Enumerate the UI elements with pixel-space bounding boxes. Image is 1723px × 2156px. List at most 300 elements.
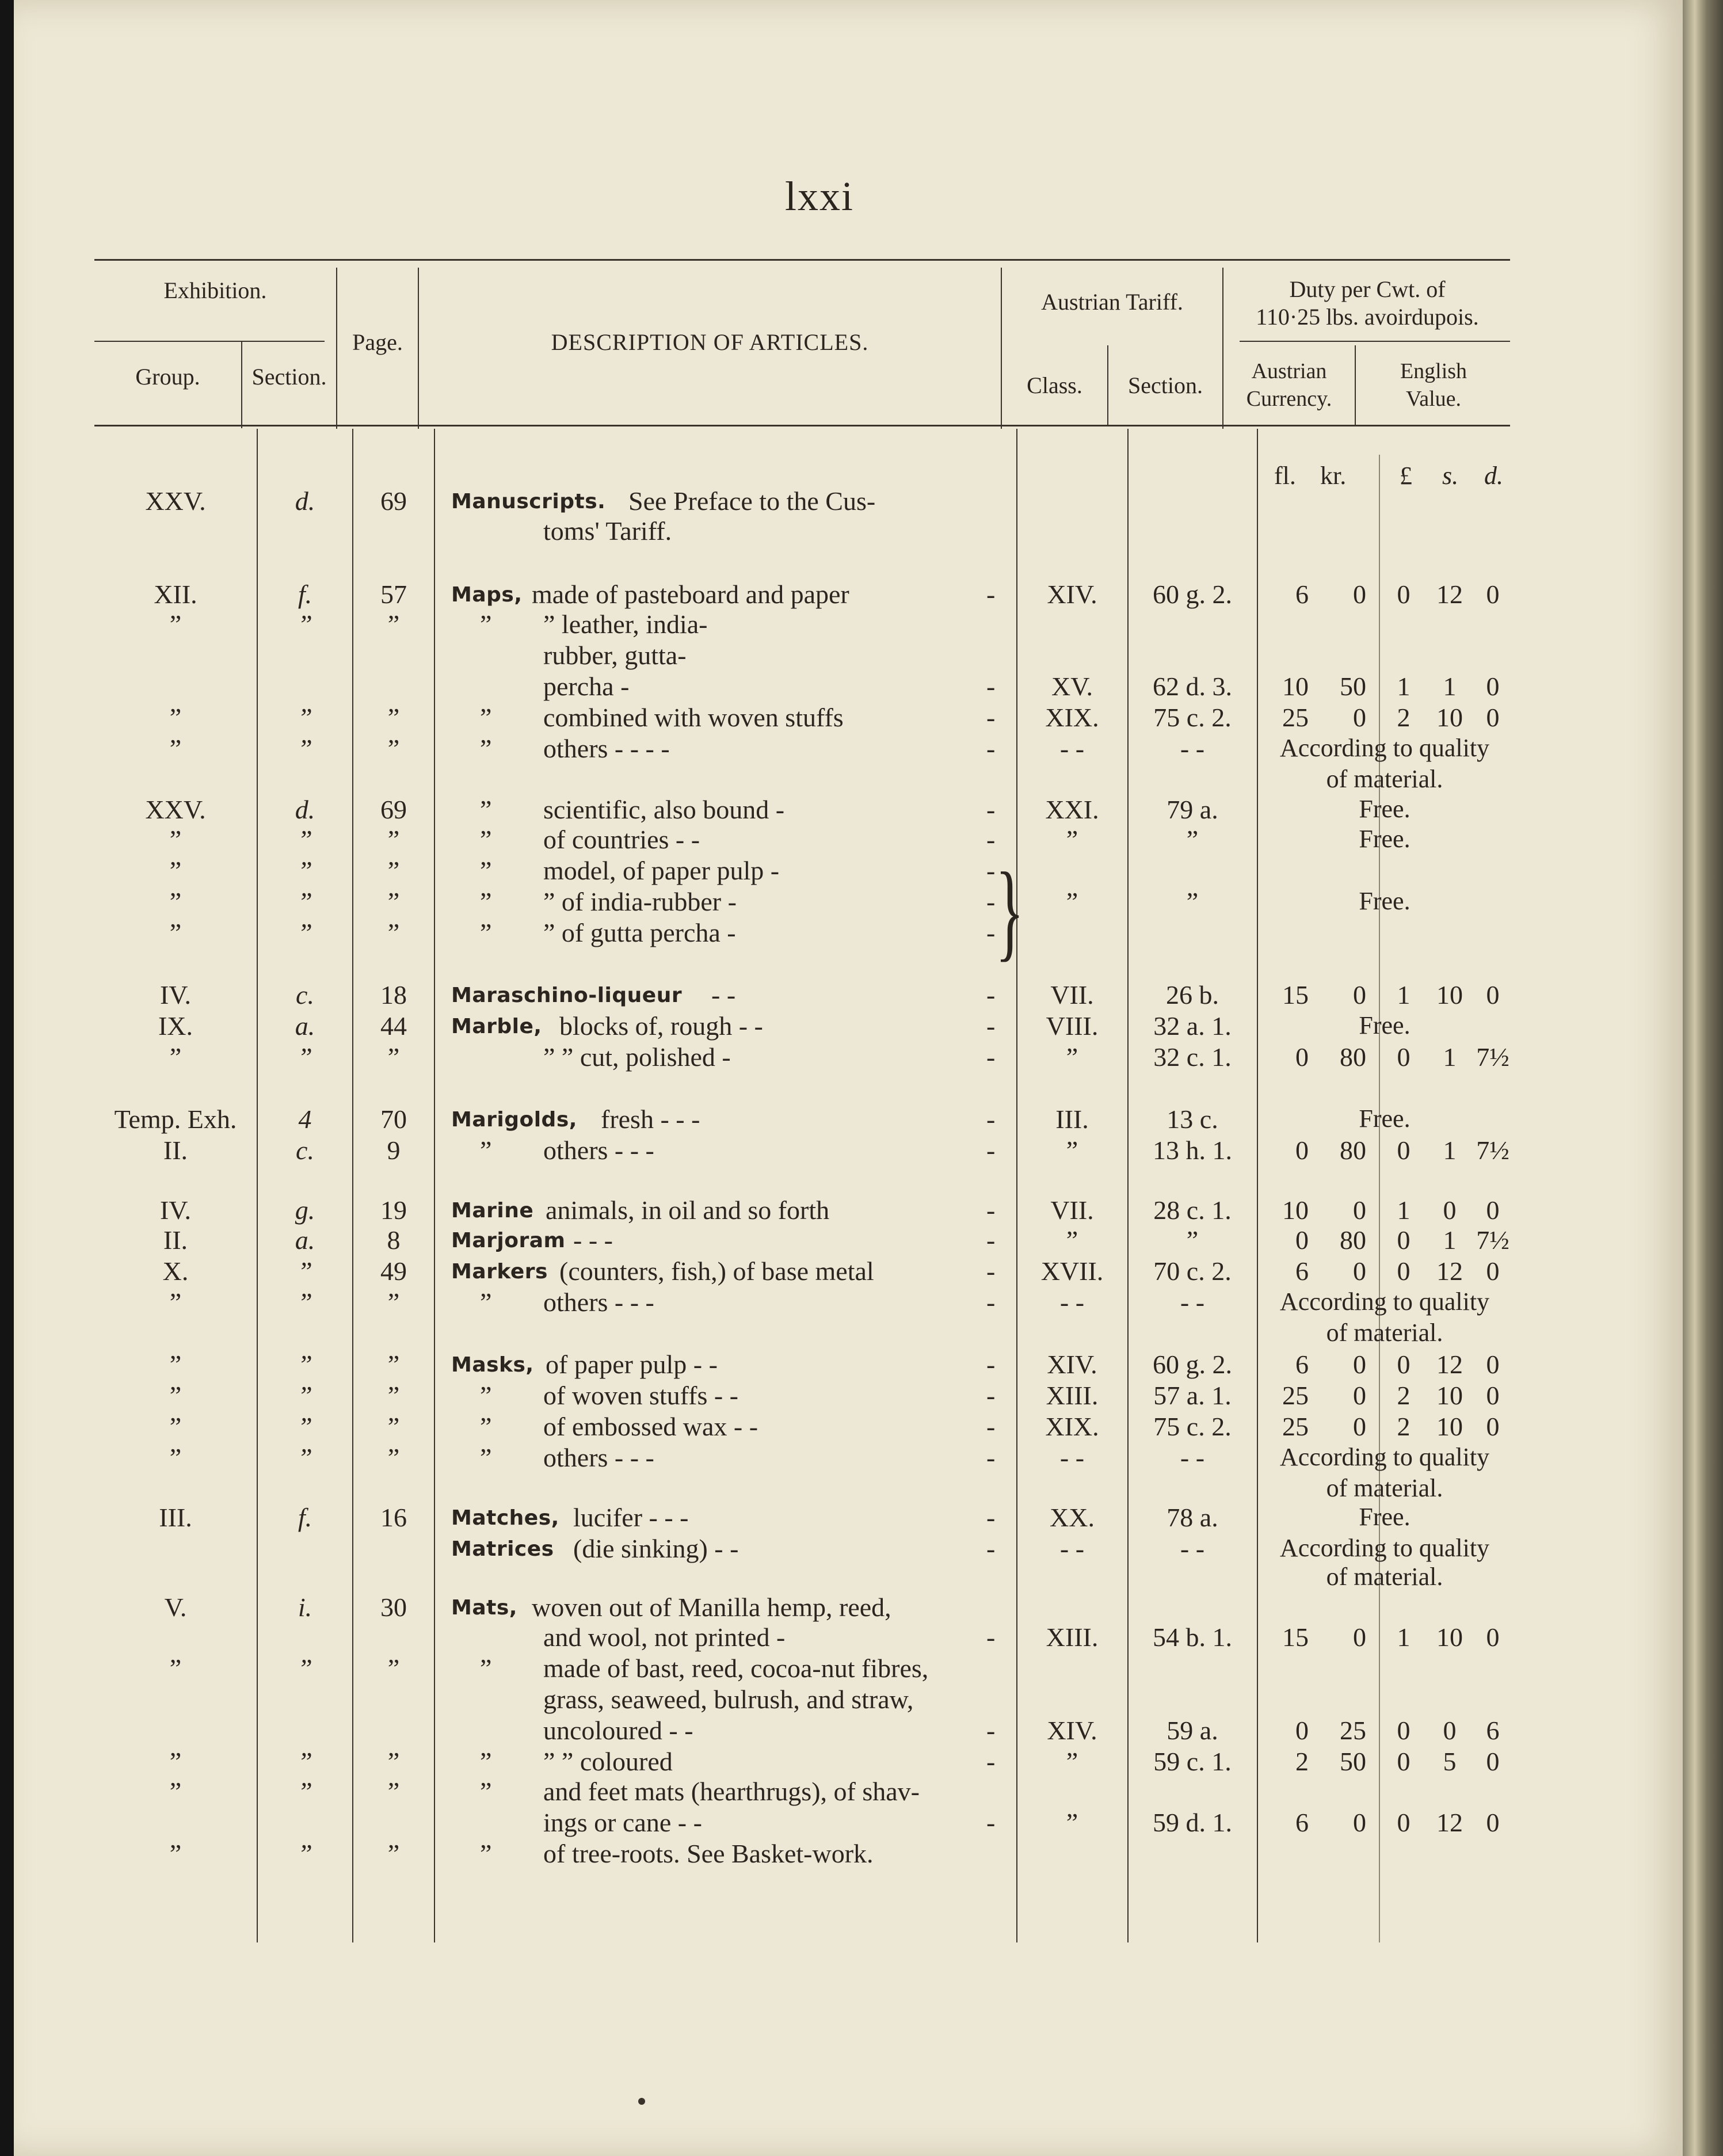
row-description: ” of india-rubber - (543, 887, 737, 916)
row-class: ” (1066, 887, 1078, 916)
unit-s: s. (1442, 462, 1459, 490)
row-group: IV. (159, 1195, 192, 1225)
header-exhibition: Exhibition. (163, 277, 267, 303)
row-group: ” (169, 610, 182, 639)
row-page: ” (387, 825, 400, 854)
row-description: scientific, also bound - (543, 795, 785, 824)
row-group: ” (169, 1443, 182, 1472)
row-section: ” (298, 734, 312, 763)
row-class: ” (1066, 1136, 1078, 1165)
row-tariff-section: 57 a. 1. (1153, 1381, 1232, 1410)
row-tariff-section: 75 c. 2. (1153, 703, 1232, 732)
row-kreuzer: 0 (1353, 1808, 1366, 1837)
row-group: XXV. (145, 795, 206, 824)
header-duty-line1: Duty per Cwt. of (1289, 276, 1446, 302)
row-pounds: 2 (1397, 1412, 1411, 1441)
row-section: d. (295, 486, 315, 516)
row-heading: Marble, (451, 1015, 542, 1038)
row-pounds: 0 (1397, 1350, 1411, 1379)
row-pounds: 2 (1397, 703, 1411, 732)
row-class: VIII. (1046, 1011, 1099, 1041)
row-page: ” (387, 1042, 400, 1072)
row-description: ings or cane - - (543, 1808, 702, 1837)
row-section: f. (298, 580, 312, 609)
row-pence: 0 (1486, 980, 1500, 1010)
row-kreuzer: 0 (1353, 1195, 1366, 1225)
row-kreuzer: 50 (1340, 672, 1366, 701)
row-description: of embossed wax - - (543, 1412, 758, 1441)
row-tariff-section: ” (1186, 825, 1199, 854)
row-group: ” (169, 825, 182, 854)
row-class: ” (1066, 825, 1078, 854)
row-section: ” (298, 703, 312, 732)
row-group: ” (169, 1777, 182, 1806)
row-dash: - (986, 1716, 996, 1745)
row-shillings: 10 (1436, 1412, 1463, 1441)
header-top-rule (94, 259, 1510, 261)
row-duty-text: of material. (1326, 1319, 1443, 1347)
row-page: ” (387, 856, 400, 885)
row-dash: - (986, 1104, 996, 1134)
exhibition-sub-rule (94, 341, 325, 342)
row-page: 69 (380, 795, 407, 824)
body-vrule-group (257, 429, 258, 1942)
row-florins: 25 (1282, 1412, 1309, 1441)
row-kreuzer: 0 (1353, 980, 1366, 1010)
row-description: (die sinking) - - (573, 1534, 739, 1563)
row-class: XV. (1051, 672, 1093, 701)
row-ditto: ” (480, 825, 492, 854)
row-duty-text: According to quality (1279, 1534, 1490, 1562)
row-heading: Maps, (451, 583, 523, 607)
row-class: VII. (1050, 1195, 1094, 1225)
row-shillings: 10 (1436, 1381, 1463, 1410)
row-dash: - (986, 1195, 996, 1225)
row-heading: Matches, (451, 1506, 559, 1530)
row-section: g. (295, 1195, 315, 1225)
row-heading: Matrices (451, 1537, 554, 1561)
row-heading: Manuscripts. (451, 490, 606, 513)
row-shillings: 12 (1436, 1256, 1463, 1286)
book-page (14, 0, 1683, 2156)
row-ditto: ” (480, 887, 492, 916)
row-description: woven out of Manilla hemp, reed, (532, 1593, 891, 1622)
row-description: fresh - - - (601, 1104, 700, 1134)
row-dash: - (986, 887, 996, 916)
row-page: 8 (387, 1225, 401, 1255)
row-dash: - (986, 1350, 996, 1379)
row-page: ” (387, 1747, 400, 1776)
row-description: model, of paper pulp - (543, 856, 780, 885)
row-ditto: ” (480, 918, 492, 947)
row-pence: 0 (1486, 580, 1500, 609)
row-section: f. (298, 1503, 312, 1532)
row-shillings: 10 (1436, 1622, 1463, 1652)
row-page: ” (387, 610, 400, 639)
row-description: and feet mats (hearthrugs), of shav- (543, 1777, 920, 1806)
row-description: rubber, gutta- (543, 641, 687, 670)
row-florins: 15 (1282, 980, 1309, 1010)
row-florins: 6 (1295, 1256, 1309, 1286)
row-pounds: 0 (1397, 1225, 1411, 1255)
row-duty-text: Free. (1359, 887, 1411, 915)
row-group: ” (169, 1412, 182, 1441)
row-dash: - (986, 1256, 996, 1286)
row-class: - - (1059, 1287, 1085, 1317)
row-page: ” (387, 1443, 400, 1472)
row-class: XIV. (1047, 580, 1097, 609)
row-class: ” (1066, 1747, 1078, 1776)
row-description: made of pasteboard and paper (532, 580, 849, 609)
row-dash: - (986, 795, 996, 824)
row-section: ” (298, 887, 312, 916)
row-heading: Maraschino-liqueur (451, 984, 683, 1007)
row-description: uncoloured - - (543, 1716, 693, 1745)
row-pence: 7½ (1476, 1225, 1509, 1255)
row-kreuzer: 80 (1340, 1225, 1366, 1255)
row-dash: - (986, 734, 996, 763)
row-florins: 10 (1282, 1195, 1309, 1225)
row-kreuzer: 0 (1353, 1622, 1366, 1652)
row-section: c. (296, 1136, 314, 1165)
row-pounds: 0 (1397, 580, 1411, 609)
row-tariff-section: 54 b. 1. (1153, 1622, 1232, 1652)
row-pounds: 0 (1397, 1716, 1411, 1745)
row-class: XXI. (1045, 795, 1099, 824)
row-class: XIII. (1046, 1381, 1099, 1410)
row-kreuzer: 80 (1340, 1042, 1366, 1072)
row-section: a. (295, 1011, 315, 1041)
row-description: ” leather, india- (543, 610, 708, 639)
row-page: 16 (380, 1503, 407, 1532)
row-dash: - (986, 1136, 996, 1165)
row-heading: Markers (451, 1260, 548, 1283)
row-class: - - (1059, 1534, 1085, 1563)
row-description: toms' Tariff. (543, 516, 672, 546)
body-vrule-tsec (1257, 429, 1258, 1942)
row-description: percha - (543, 672, 630, 701)
row-description: lucifer - - - (573, 1503, 689, 1532)
row-description: See Preface to the Cus- (628, 486, 876, 516)
row-shillings: 0 (1443, 1716, 1457, 1745)
row-dash: - (986, 1747, 996, 1776)
row-ditto: ” (480, 610, 492, 639)
row-pence: 6 (1486, 1716, 1500, 1745)
row-group: V. (164, 1593, 187, 1622)
row-pounds: 1 (1397, 980, 1411, 1010)
row-heading: Marjoram (451, 1229, 566, 1252)
row-dash: - (986, 1808, 996, 1837)
row-tariff-section: 60 g. 2. (1153, 1350, 1232, 1379)
row-class: XIV. (1047, 1716, 1097, 1745)
row-tariff-section: 70 c. 2. (1153, 1256, 1232, 1286)
row-page: ” (387, 1287, 400, 1317)
row-class: - - (1059, 1443, 1085, 1472)
brace-model-group: } (995, 851, 1024, 972)
row-section: ” (298, 1839, 312, 1868)
row-duty-text: Free. (1359, 1104, 1411, 1133)
row-class: XIII. (1046, 1622, 1099, 1652)
row-tariff-section: 78 a. (1167, 1503, 1218, 1532)
row-group: XII. (154, 580, 197, 609)
row-description: blocks of, rough - - (559, 1011, 763, 1041)
header-austrian-tariff: Austrian Tariff. (1041, 289, 1183, 315)
row-tariff-section: 28 c. 1. (1153, 1195, 1232, 1225)
row-tariff-section: 59 a. (1167, 1716, 1218, 1745)
row-description: combined with woven stuffs (543, 703, 844, 732)
row-dash: - (986, 1443, 996, 1472)
row-group: III. (159, 1503, 192, 1532)
row-page: 70 (380, 1104, 407, 1134)
row-tariff-section: 13 h. 1. (1153, 1136, 1232, 1165)
row-description: and wool, not printed - (543, 1622, 786, 1652)
row-class: III. (1055, 1104, 1089, 1134)
bottom-ink-dot (638, 2098, 645, 2105)
row-pounds: 1 (1397, 672, 1411, 701)
row-duty-text: According to quality (1279, 1443, 1490, 1471)
row-page: ” (387, 703, 400, 732)
row-duty-text: Free. (1359, 1503, 1411, 1531)
header-austrian-currency-1: Austrian (1251, 359, 1327, 383)
row-class: VII. (1050, 980, 1094, 1010)
row-shillings: 1 (1443, 1042, 1457, 1072)
row-duty-text: Free. (1359, 795, 1411, 823)
row-group: X. (162, 1256, 189, 1286)
row-ditto: ” (480, 1443, 492, 1472)
row-section: ” (298, 1042, 312, 1072)
row-florins: 10 (1282, 672, 1309, 701)
row-ditto: ” (480, 1747, 492, 1776)
row-dash: - (986, 1503, 996, 1532)
unit-fl: fl. (1274, 462, 1296, 490)
header-description: DESCRIPTION OF ARTICLES. (551, 329, 869, 355)
row-description: made of bast, reed, cocoa-nut fibres, (543, 1654, 929, 1683)
row-section: ” (298, 610, 312, 639)
row-duty-text: Free. (1359, 825, 1411, 853)
row-shillings: 10 (1436, 980, 1463, 1010)
row-shillings: 1 (1443, 1225, 1457, 1255)
row-tariff-section: 59 c. 1. (1153, 1747, 1232, 1776)
row-dash: - (986, 856, 996, 885)
row-page: 18 (380, 980, 407, 1010)
row-section: ” (298, 1443, 312, 1472)
row-page: ” (387, 1412, 400, 1441)
row-description: ” of gutta percha - (543, 918, 736, 947)
row-section: ” (298, 1654, 312, 1683)
row-class: XIV. (1047, 1350, 1097, 1379)
row-dash: - (986, 1287, 996, 1317)
row-group: ” (169, 703, 182, 732)
row-pounds: 0 (1397, 1256, 1411, 1286)
row-shillings: 12 (1436, 580, 1463, 609)
row-pounds: 2 (1397, 1381, 1411, 1410)
row-description: - - - (573, 1225, 613, 1255)
row-dash: - (986, 1534, 996, 1563)
row-section: c. (296, 980, 314, 1010)
row-class: XVII. (1040, 1256, 1104, 1286)
row-duty-text: According to quality (1279, 1287, 1490, 1316)
row-description: of tree-roots. See Basket-work. (543, 1839, 874, 1868)
row-tariff-section: ” (1186, 887, 1199, 916)
row-class: XX. (1050, 1503, 1095, 1532)
body-vrule-section (352, 429, 353, 1942)
row-page: ” (387, 1839, 400, 1868)
row-duty-text: According to quality (1279, 734, 1490, 762)
row-group: Temp. Exh. (114, 1104, 237, 1134)
row-pence: 0 (1486, 1381, 1500, 1410)
row-florins: 6 (1295, 580, 1309, 609)
row-tariff-section: 32 a. 1. (1153, 1011, 1232, 1041)
body-vrule-duty (1379, 455, 1380, 1942)
row-dash: - (986, 918, 996, 947)
row-group: ” (169, 1042, 182, 1072)
row-page: ” (387, 918, 400, 947)
row-page: ” (387, 734, 400, 763)
row-section: 4 (298, 1104, 312, 1134)
page-edge (1683, 0, 1723, 2156)
row-ditto: ” (480, 795, 492, 824)
row-tariff-section: - - (1180, 1534, 1205, 1563)
row-description: others - - - (543, 1136, 654, 1165)
row-pence: 7½ (1476, 1042, 1509, 1072)
body-vrule-class (1127, 429, 1129, 1942)
header-english-value-1: English (1400, 359, 1467, 383)
row-description: grass, seaweed, bulrush, and straw, (543, 1685, 914, 1714)
row-page: ” (387, 887, 400, 916)
duty-sub-rule (1240, 341, 1510, 342)
row-pence: 0 (1486, 1622, 1500, 1652)
row-pounds: 0 (1397, 1136, 1411, 1165)
row-kreuzer: 0 (1353, 1350, 1366, 1379)
row-dash: - (986, 580, 996, 609)
row-section: ” (298, 1287, 312, 1317)
header-austrian-currency-2: Currency. (1246, 387, 1332, 411)
row-kreuzer: 0 (1353, 1256, 1366, 1286)
row-pence: 0 (1486, 1256, 1500, 1286)
row-section: ” (298, 1381, 312, 1410)
row-pounds: 0 (1397, 1042, 1411, 1072)
row-group: ” (169, 1839, 182, 1868)
row-florins: 6 (1295, 1350, 1309, 1379)
row-class: ” (1066, 1808, 1078, 1837)
row-heading: Masks, (451, 1353, 534, 1377)
row-tariff-section: 60 g. 2. (1153, 580, 1232, 609)
row-page: 69 (380, 486, 407, 516)
row-description: of paper pulp - - (546, 1350, 718, 1379)
row-florins: 0 (1295, 1716, 1309, 1745)
header-bottom-rule (94, 425, 1510, 426)
row-tariff-section: - - (1180, 1287, 1205, 1317)
row-ditto: ” (480, 1412, 492, 1441)
row-class: ” (1066, 1225, 1078, 1255)
row-group: ” (169, 1350, 182, 1379)
row-section: ” (298, 1747, 312, 1776)
row-pence: 0 (1486, 1350, 1500, 1379)
row-duty-text: of material. (1326, 1563, 1443, 1591)
row-tariff-section: 26 b. (1166, 980, 1219, 1010)
row-group: IV. (159, 980, 192, 1010)
row-group: ” (169, 1654, 182, 1683)
row-dash: - (986, 1622, 996, 1652)
row-ditto: ” (480, 1777, 492, 1806)
row-pence: 7½ (1476, 1136, 1509, 1165)
row-pence: 0 (1486, 703, 1500, 732)
unit-pound: £ (1400, 462, 1412, 490)
row-page: ” (387, 1654, 400, 1683)
row-ditto: ” (480, 734, 492, 763)
row-group: ” (169, 856, 182, 885)
row-description: of woven stuffs - - (543, 1381, 738, 1410)
row-section: ” (298, 918, 312, 947)
row-description: others - - - - (543, 734, 670, 763)
row-florins: 0 (1295, 1042, 1309, 1072)
row-kreuzer: 0 (1353, 1412, 1366, 1441)
row-shillings: 1 (1443, 672, 1457, 701)
row-tariff-section: 75 c. 2. (1153, 1412, 1232, 1441)
row-group: II. (163, 1225, 188, 1255)
row-florins: 25 (1282, 703, 1309, 732)
row-tariff-section: 62 d. 3. (1153, 672, 1232, 701)
row-shillings: 12 (1436, 1808, 1463, 1837)
header-page: Page. (352, 329, 403, 355)
row-section: ” (298, 1412, 312, 1441)
header-english-value-2: Value. (1405, 387, 1462, 411)
row-dash: - (986, 1011, 996, 1041)
row-section: ” (298, 825, 312, 854)
row-ditto: ” (480, 1381, 492, 1410)
page-number: lxxi (784, 173, 854, 219)
row-page: 9 (387, 1136, 401, 1165)
row-florins: 15 (1282, 1622, 1309, 1652)
row-florins: 6 (1295, 1808, 1309, 1837)
row-dash: - (986, 1042, 996, 1072)
row-pence: 0 (1486, 1808, 1500, 1837)
row-pence: 0 (1486, 1195, 1500, 1225)
row-pence: 0 (1486, 1412, 1500, 1441)
row-pounds: 1 (1397, 1195, 1411, 1225)
row-page: 44 (380, 1011, 407, 1041)
row-dash: - (986, 1412, 996, 1441)
row-kreuzer: 0 (1353, 580, 1366, 609)
row-page: ” (387, 1350, 400, 1379)
row-group: II. (163, 1136, 188, 1165)
row-ditto: ” (480, 1136, 492, 1165)
header-group: Group. (135, 364, 200, 390)
unit-kr: kr. (1320, 462, 1347, 490)
row-group: IX. (158, 1011, 193, 1041)
row-shillings: 1 (1443, 1136, 1457, 1165)
row-description: animals, in oil and so forth (546, 1195, 830, 1225)
row-page: ” (387, 1777, 400, 1806)
row-group: XXV. (145, 486, 206, 516)
row-group: ” (169, 918, 182, 947)
row-ditto: ” (480, 703, 492, 732)
row-florins: 2 (1295, 1747, 1309, 1776)
row-page: 57 (380, 580, 407, 609)
unit-d: d. (1484, 462, 1503, 490)
row-class: - - (1059, 734, 1085, 763)
row-pounds: 0 (1397, 1747, 1411, 1776)
row-heading: Mats, (451, 1596, 517, 1620)
row-shillings: 12 (1436, 1350, 1463, 1379)
row-group: ” (169, 1381, 182, 1410)
row-duty-text: Free. (1359, 1011, 1411, 1039)
row-kreuzer: 25 (1340, 1716, 1366, 1745)
row-duty-text: of material. (1326, 765, 1443, 793)
row-florins: 25 (1282, 1381, 1309, 1410)
row-pounds: 0 (1397, 1808, 1411, 1837)
row-group: ” (169, 887, 182, 916)
